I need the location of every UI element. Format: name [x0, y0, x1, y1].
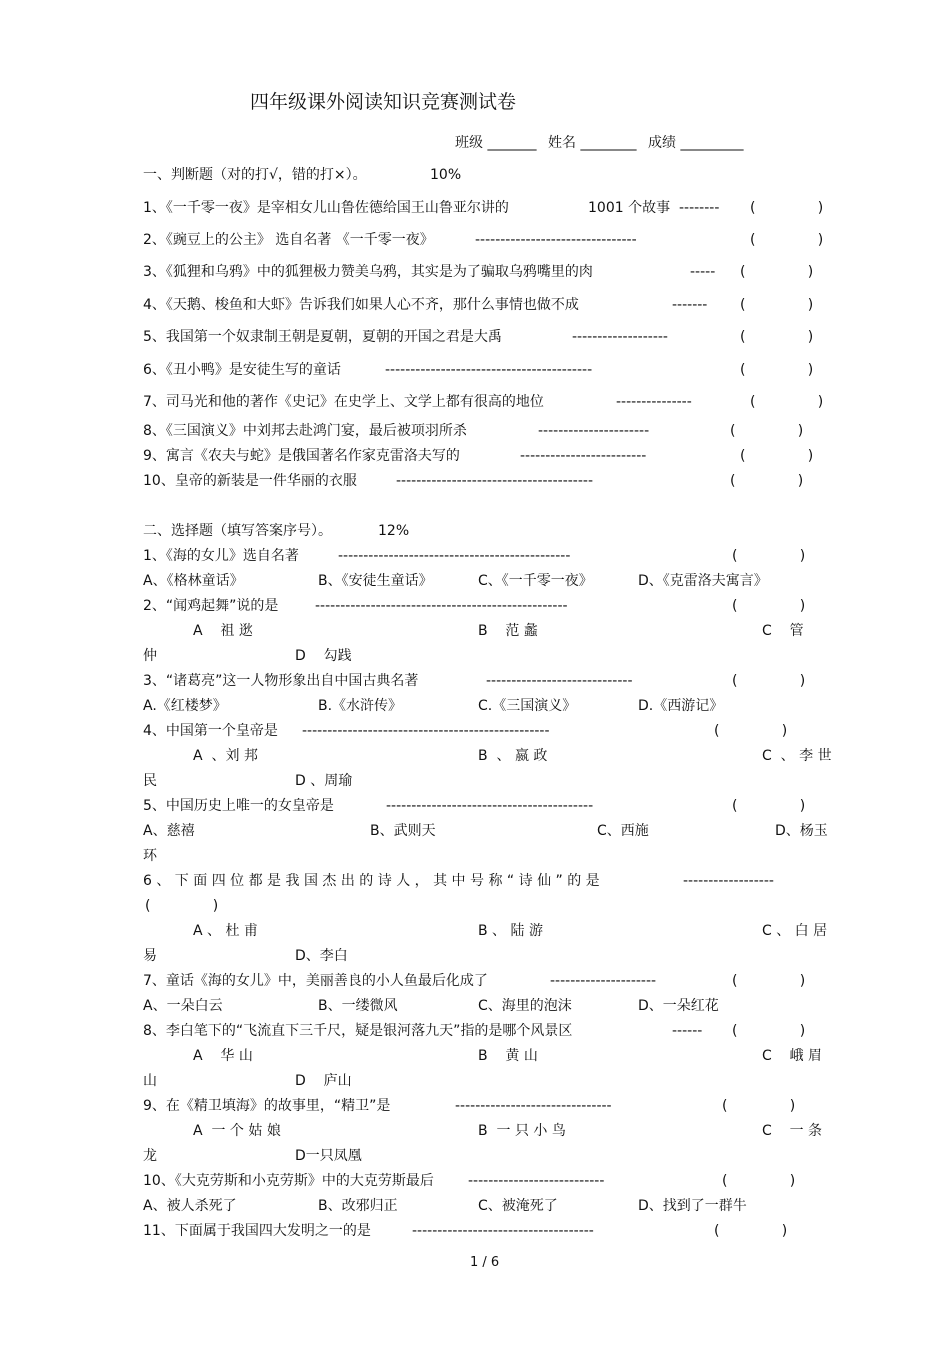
- choice-option: D 庐山: [295, 1073, 352, 1089]
- choice-leader: ---------------------------: [468, 1173, 605, 1189]
- choice-option: B 一 只 小 鸟: [478, 1123, 566, 1139]
- choice-option: B、改邪归正: [318, 1198, 398, 1214]
- answer-parentheses: ( ): [732, 548, 806, 564]
- choice-option: B、一缕微风: [318, 998, 398, 1014]
- choice-option: D 勾践: [295, 648, 352, 664]
- judgment-leader: -----: [690, 264, 716, 280]
- choice-option: C 、 李 世: [762, 748, 832, 764]
- choice-question: 3、“诸葛亮”这一人物形象出自中国古典名著: [143, 673, 419, 689]
- choice-option: C、西施: [597, 823, 649, 839]
- choice-option: B 、 陆 游: [478, 923, 543, 939]
- judgment-leader: ----------------------: [538, 423, 650, 439]
- choice-leader: ------------------------------------: [412, 1223, 594, 1239]
- section1-points: 10%: [430, 167, 462, 183]
- choice-option: C.《三国演义》: [478, 698, 577, 714]
- answer-parentheses: ( ): [750, 200, 824, 216]
- choice-option: A.《红楼梦》: [143, 698, 227, 714]
- choice-option: A、慈禧: [143, 823, 195, 839]
- choice-leader: -----------------------------------------: [386, 798, 594, 814]
- judgment-question: 8、《三国演义》中刘邦去赴鸿门宴，最后被项羽所杀: [143, 423, 467, 439]
- answer-parentheses: ( ): [722, 1173, 796, 1189]
- answer-parentheses: ( ): [732, 798, 806, 814]
- name-field-label: 姓名 ________: [548, 135, 637, 151]
- answer-parentheses: ( ): [740, 329, 814, 345]
- judgment-question: 10、皇帝的新装是一件华丽的衣服: [143, 473, 357, 489]
- choice-option: B 、 嬴 政: [478, 748, 548, 764]
- choice-option: A、一朵白云: [143, 998, 223, 1014]
- judgment-leader: ---------------: [616, 394, 692, 410]
- choice-option: D 、周瑜: [295, 773, 353, 789]
- answer-parentheses: ( ): [740, 297, 814, 313]
- choice-option: A 、刘 邦: [193, 748, 258, 764]
- answer-parentheses: ( ): [730, 423, 804, 439]
- section2-points: 12%: [378, 523, 410, 539]
- choice-question: 4、中国第一个皇帝是: [143, 723, 278, 739]
- choice-leader: --------------------------------------------------: [315, 598, 568, 614]
- answer-parentheses: ( ): [714, 1223, 788, 1239]
- answer-parentheses: ( ): [730, 473, 804, 489]
- page-number: 1 / 6: [470, 1255, 500, 1270]
- answer-parentheses: ( ): [145, 898, 219, 914]
- judgment-leader: -------------------: [572, 329, 668, 345]
- choice-question: 11、下面属于我国四大发明之一的是: [143, 1223, 371, 1239]
- choice-option: C 管: [762, 623, 804, 639]
- judgment-question: 2、《豌豆上的公主》 选自名著 《一千零一夜》: [143, 232, 434, 248]
- answer-parentheses: ( ): [732, 673, 806, 689]
- judgment-question: 9、寓言《农夫与蛇》是俄国著名作家克雷洛夫写的: [143, 448, 460, 464]
- option-continuation: 环: [143, 848, 157, 864]
- choice-option: A 、 杜 甫: [193, 923, 258, 939]
- choice-option: C、被淹死了: [478, 1198, 558, 1214]
- answer-parentheses: ( ): [750, 232, 824, 248]
- judgment-question: 6、《丑小鸭》是安徒生写的童话: [143, 362, 341, 378]
- answer-parentheses: ( ): [732, 598, 806, 614]
- choice-question: 5、中国历史上唯一的女皇帝是: [143, 798, 334, 814]
- choice-option: D、李白: [295, 948, 348, 964]
- choice-leader: ------: [672, 1023, 703, 1039]
- answer-parentheses: ( ): [732, 973, 806, 989]
- option-continuation: 民: [143, 773, 157, 789]
- judgment-question: 4、《天鹅、梭鱼和大虾》告诉我们如果人心不齐，那什么事情也做不成: [143, 297, 579, 313]
- choice-question: 8、李白笔下的“飞流直下三千尺，疑是银河落九天”指的是哪个风景区: [143, 1023, 573, 1039]
- choice-option: D、找到了一群牛: [638, 1198, 747, 1214]
- answer-parentheses: ( ): [750, 394, 824, 410]
- answer-parentheses: ( ): [740, 448, 814, 464]
- judgment-question: 3、《狐狸和乌鸦》中的狐狸极力赞美乌鸦，其实是为了骗取乌鸦嘴里的肉: [143, 264, 593, 280]
- judgment-question: 1、《一千零一夜》是宰相女儿山鲁佐德给国王山鲁亚尔讲的: [143, 200, 509, 216]
- option-continuation: 山: [143, 1073, 157, 1089]
- choice-option: C、海里的泡沫: [478, 998, 572, 1014]
- choice-leader: ---------------------: [550, 973, 657, 989]
- choice-option: A 祖 逖: [193, 623, 253, 639]
- judgment-leader: -----------------------------------------: [385, 362, 593, 378]
- answer-parentheses: ( ): [722, 1098, 796, 1114]
- choice-option: B 黄 山: [478, 1048, 538, 1064]
- choice-option: D、杨玉: [775, 823, 828, 839]
- choice-leader: ------------------: [683, 873, 774, 889]
- judgment-leader: ---------------------------------------: [396, 473, 594, 489]
- choice-question: 1、《海的女儿》选自名著: [143, 548, 299, 564]
- judgment-leader: --------------------------------: [475, 232, 637, 248]
- choice-question: 9、在《精卫填海》的故事里，“精卫”是: [143, 1098, 391, 1114]
- choice-option: C 一 条: [762, 1123, 823, 1139]
- choice-option: D、一朵红花: [638, 998, 719, 1014]
- choice-option: B、《安徒生童话》: [318, 573, 433, 589]
- score-field-label: 成绩 _________: [648, 135, 744, 151]
- choice-option: A、被人杀死了: [143, 1198, 237, 1214]
- choice-option: C、《一千零一夜》: [478, 573, 593, 589]
- option-continuation: 龙: [143, 1148, 157, 1164]
- choice-question: 2、“闻鸡起舞”说的是: [143, 598, 279, 614]
- choice-question: 7、童话《海的女儿》中，美丽善良的小人鱼最后化成了: [143, 973, 488, 989]
- choice-question: 6 、 下 面 四 位 都 是 我 国 杰 出 的 诗 人 ， 其 中 号 称 “ 诗 仙 ” 的 是: [143, 873, 600, 889]
- choice-option: D一只凤凰: [295, 1148, 362, 1164]
- choice-option: A 一 个 姑 娘: [193, 1123, 281, 1139]
- choice-leader: -----------------------------: [486, 673, 633, 689]
- choice-option: A、《格林童话》: [143, 573, 244, 589]
- choice-option: A 华 山: [193, 1048, 253, 1064]
- page-title: 四年级课外阅读知识竞赛测试卷: [250, 91, 517, 113]
- choice-leader: -------------------------------: [455, 1098, 612, 1114]
- section2-heading: 二、选择题（填写答案序号）。: [143, 523, 332, 539]
- judgment-leader: -------------------------: [520, 448, 647, 464]
- judgment-leader: -------: [672, 297, 708, 313]
- answer-parentheses: ( ): [740, 264, 814, 280]
- judgment-leader: 1001 个故事 --------: [588, 200, 720, 216]
- answer-parentheses: ( ): [732, 1023, 806, 1039]
- judgment-question: 7、司马光和他的著作《史记》在史学上、文学上都有很高的地位: [143, 394, 544, 410]
- answer-parentheses: ( ): [740, 362, 814, 378]
- choice-option: B、武则天: [370, 823, 436, 839]
- answer-parentheses: ( ): [714, 723, 788, 739]
- choice-leader: ----------------------------------------------: [338, 548, 571, 564]
- judgment-question: 5、我国第一个奴隶制王朝是夏朝，夏朝的开国之君是大禹: [143, 329, 502, 345]
- choice-option: B.《水浒传》: [318, 698, 403, 714]
- option-continuation: 易: [143, 948, 157, 964]
- section1-heading: 一、判断题（对的打√，错的打×）。: [143, 167, 367, 183]
- choice-question: 10、《大克劳斯和小克劳斯》中的大克劳斯最后: [143, 1173, 434, 1189]
- choice-option: D、《克雷洛夫寓言》: [638, 573, 768, 589]
- choice-option: C 峨 眉: [762, 1048, 823, 1064]
- choice-option: B 范 蠡: [478, 623, 538, 639]
- class-field-label: 班级 _______: [455, 135, 537, 151]
- choice-option: D.《西游记》: [638, 698, 724, 714]
- choice-leader: -------------------------------------------------: [302, 723, 550, 739]
- choice-option: C 、 白 居: [762, 923, 828, 939]
- option-continuation: 仲: [143, 648, 157, 664]
